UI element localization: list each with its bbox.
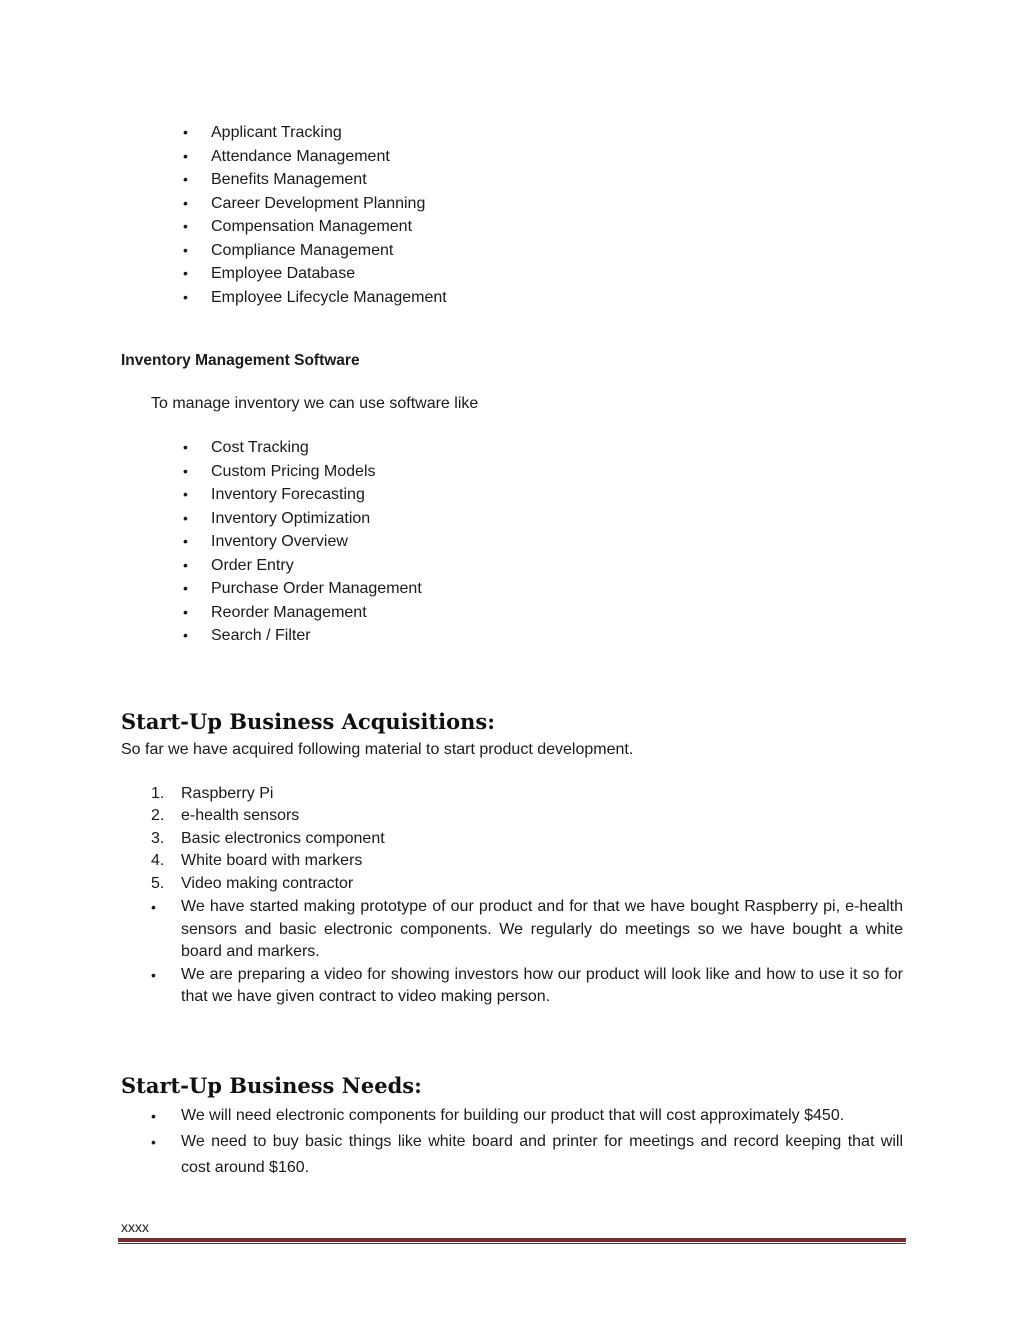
list-number: 3.	[151, 829, 165, 847]
list-item: • Inventory Overview	[211, 530, 422, 554]
list-item: 4. White board with markers	[181, 850, 385, 872]
list-item: • Inventory Forecasting	[211, 483, 422, 507]
inventory-intro: To manage inventory we can use software like	[151, 395, 479, 412]
bullet-icon: •	[183, 556, 188, 573]
acquisitions-heading: Start-Up Business Acquisitions:	[121, 709, 496, 734]
needs-bullet-list	[151, 1103, 903, 1181]
list-item: 2. e-health sensors	[181, 805, 385, 827]
bullet-icon: •	[151, 1134, 156, 1150]
list-item: • Attendance Management	[211, 145, 447, 169]
footer-text: xxxx	[121, 1219, 149, 1235]
bullet-icon: •	[183, 265, 188, 281]
list-item: • Cost Tracking	[211, 436, 422, 460]
list-item: • Career Development Planning	[211, 192, 447, 216]
acquisitions-numbered-list	[151, 783, 385, 895]
list-number: 4.	[151, 852, 165, 870]
bullet-icon: •	[183, 462, 188, 479]
list-item: • Benefits Management	[211, 168, 447, 192]
bullet-icon: •	[151, 966, 156, 983]
list-item: • Reorder Management	[211, 601, 422, 625]
acquisitions-bullet-list	[151, 896, 903, 1009]
bullet-icon: •	[183, 509, 188, 526]
inventory-feature-list	[183, 436, 422, 648]
hr-feature-list	[183, 121, 447, 309]
list-item: • We need to buy basic things like white board and printer for meetings and record keeping that will cost around $160.	[181, 1129, 903, 1181]
bullet-icon: •	[151, 1108, 156, 1124]
list-item: • Compliance Management	[211, 239, 447, 263]
list-number: 2.	[151, 807, 165, 825]
list-item: • Custom Pricing Models	[211, 460, 422, 484]
bullet-icon: •	[183, 627, 188, 643]
list-item: • We have started making prototype of our product and for that we have bought Raspberry pi, e-health sensors and basic electronic components. We regularly do meetings so we have bought a white board and markers.	[151, 898, 903, 960]
bullet-icon: •	[183, 288, 188, 305]
list-item: • Compensation Management	[211, 215, 447, 239]
bullet-icon: •	[183, 171, 188, 187]
footer-rule	[118, 1238, 906, 1242]
bullet-icon: •	[183, 147, 188, 164]
bullet-icon: •	[183, 241, 188, 258]
needs-heading: Start-Up Business Needs:	[121, 1073, 422, 1098]
bullet-icon: •	[183, 439, 188, 455]
bullet-icon: •	[183, 486, 188, 502]
bullet-icon: •	[183, 533, 188, 549]
bullet-icon: •	[183, 194, 188, 211]
list-item: 5. Video making contractor	[181, 873, 385, 895]
list-item: • Employee Lifecycle Management	[211, 286, 447, 310]
list-number: 1.	[151, 785, 165, 802]
list-item: • Inventory Optimization	[211, 507, 422, 531]
list-item: 3. Basic electronics component	[181, 828, 385, 850]
bullet-icon: •	[151, 899, 156, 915]
list-item: • Applicant Tracking	[211, 121, 447, 145]
list-item: • Order Entry	[211, 554, 422, 578]
acquisitions-intro: So far we have acquired following material to start product development.	[121, 741, 634, 758]
bullet-icon: •	[183, 124, 188, 140]
bullet-icon: •	[183, 603, 188, 620]
list-item: • Purchase Order Management	[211, 577, 422, 601]
list-number: 5.	[151, 874, 165, 892]
footer-rule-thin	[118, 1243, 906, 1244]
list-item: • We will need electronic components for building our product that will cost approximately $450.	[181, 1103, 903, 1129]
list-item: • Search / Filter	[211, 624, 422, 648]
list-item: • Employee Database	[211, 262, 447, 286]
list-item: • We are preparing a video for showing investors how our product will look like and how to use it so for that we have given contract to video making person.	[151, 965, 903, 1005]
list-item: 1. Raspberry Pi	[181, 783, 385, 805]
bullet-icon: •	[183, 218, 188, 234]
inventory-heading: Inventory Management Software	[121, 352, 360, 369]
bullet-icon: •	[183, 580, 188, 596]
